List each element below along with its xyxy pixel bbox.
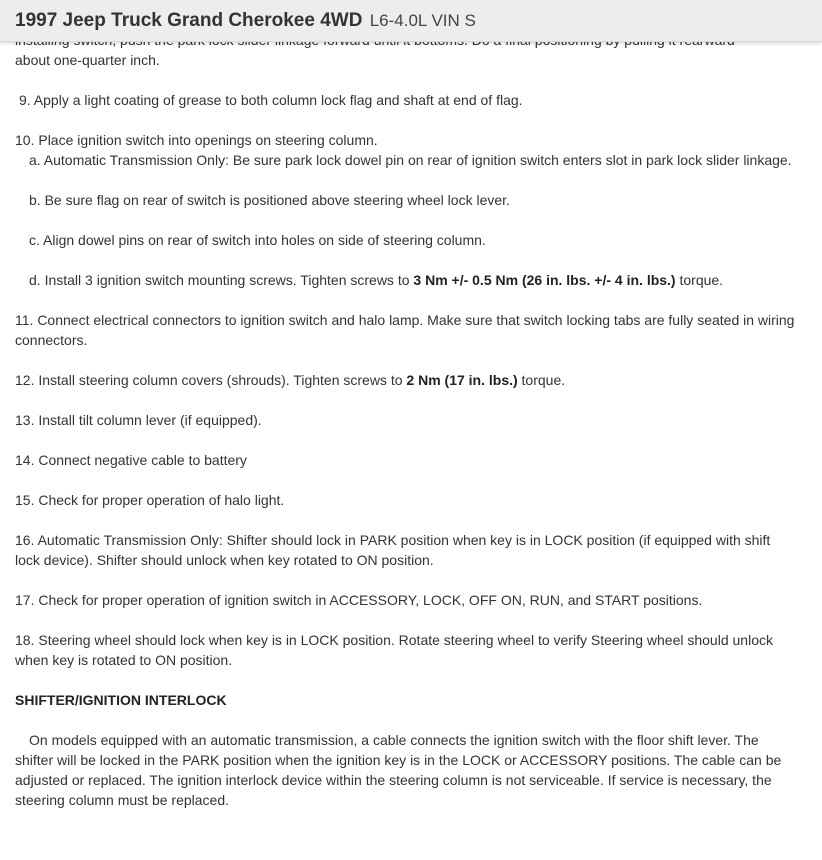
step-10c-text: c. Align dowel pins on rear of switch into holes on side of steering column. xyxy=(29,232,486,248)
step-16-text: 16. Automatic Transmission Only: Shifter should lock in PARK position when key is in LOCK position (if equipped with shift lock device). Shifter should unlock when key rotated to ON position. xyxy=(15,532,771,568)
step-18-text: 18. Steering wheel should lock when key is in LOCK position. Rotate steering wheel to verify Steering wheel should unlock when key is rotated to ON position. xyxy=(15,632,773,668)
step-17 xyxy=(15,590,795,610)
step-9-text: 9. Apply a light coating of grease to both column lock flag and shaft at end of flag. xyxy=(19,92,523,108)
procedure-content xyxy=(15,30,795,830)
document-header xyxy=(0,0,822,42)
step-9 xyxy=(15,90,795,110)
step-10d-suffix: torque. xyxy=(675,272,724,288)
step-13 xyxy=(15,410,795,430)
step-10c xyxy=(15,230,795,250)
step-13-text: 13. Install tilt column lever (if equipped). xyxy=(15,412,262,428)
step-14 xyxy=(15,450,795,470)
section-paragraph-text: On models equipped with an automatic transmission, a cable connects the ignition switch with the floor shift lever. The shifter will be locked in the PARK position when the ignition key is in the LOCK or ACCESSORY positions. The cable can be adjusted or replaced. The ignition interlock device within the steering column is not serviceable. If service is necessary, the steering column must be replaced. xyxy=(15,732,782,808)
cut-off-line-2: about one-quarter inch. xyxy=(15,52,160,68)
torque-spec-12: 2 Nm (17 in. lbs.) xyxy=(406,372,518,388)
torque-spec-10d: 3 Nm +/- 0.5 Nm (26 in. lbs. +/- 4 in. lbs.) xyxy=(413,272,676,288)
step-11-text: 11. Connect electrical connectors to ignition switch and halo lamp. Make sure that switch locking tabs are fully seated in wiring connectors. xyxy=(15,312,795,348)
step-18 xyxy=(15,630,795,670)
step-12 xyxy=(15,370,795,390)
vehicle-name: 1997 Jeep Truck Grand Cherokee 4WD xyxy=(15,10,363,31)
engine-subtitle: L6-4.0L VIN S xyxy=(369,11,476,30)
step-10 xyxy=(15,130,795,170)
step-10d-text: d. Install 3 ignition switch mounting screws. Tighten screws to xyxy=(29,272,414,288)
step-14-text: 14. Connect negative cable to battery xyxy=(15,452,247,468)
step-15 xyxy=(15,490,795,510)
step-12-suffix: torque. xyxy=(517,372,566,388)
step-10d xyxy=(15,270,795,290)
step-12-text: 12. Install steering column covers (shrouds). Tighten screws to xyxy=(15,372,407,388)
step-10b xyxy=(15,190,795,210)
section-heading xyxy=(15,690,795,710)
step-10b-text: b. Be sure flag on rear of switch is positioned above steering wheel lock lever. xyxy=(29,192,510,208)
section-heading-text: SHIFTER/IGNITION INTERLOCK xyxy=(15,692,227,708)
vehicle-title xyxy=(15,10,476,32)
section-paragraph xyxy=(15,730,795,810)
step-16 xyxy=(15,530,795,570)
step-17-text: 17. Check for proper operation of ignition switch in ACCESSORY, LOCK, OFF ON, RUN, and START positions. xyxy=(15,592,703,608)
step-11 xyxy=(15,310,795,350)
step-10a-text: a. Automatic Transmission Only: Be sure park lock dowel pin on rear of ignition switch enters slot in park lock slider linkage. xyxy=(29,152,792,168)
step-15-text: 15. Check for proper operation of halo light. xyxy=(15,492,285,508)
step-10-text: 10. Place ignition switch into openings on steering column. xyxy=(15,132,378,148)
